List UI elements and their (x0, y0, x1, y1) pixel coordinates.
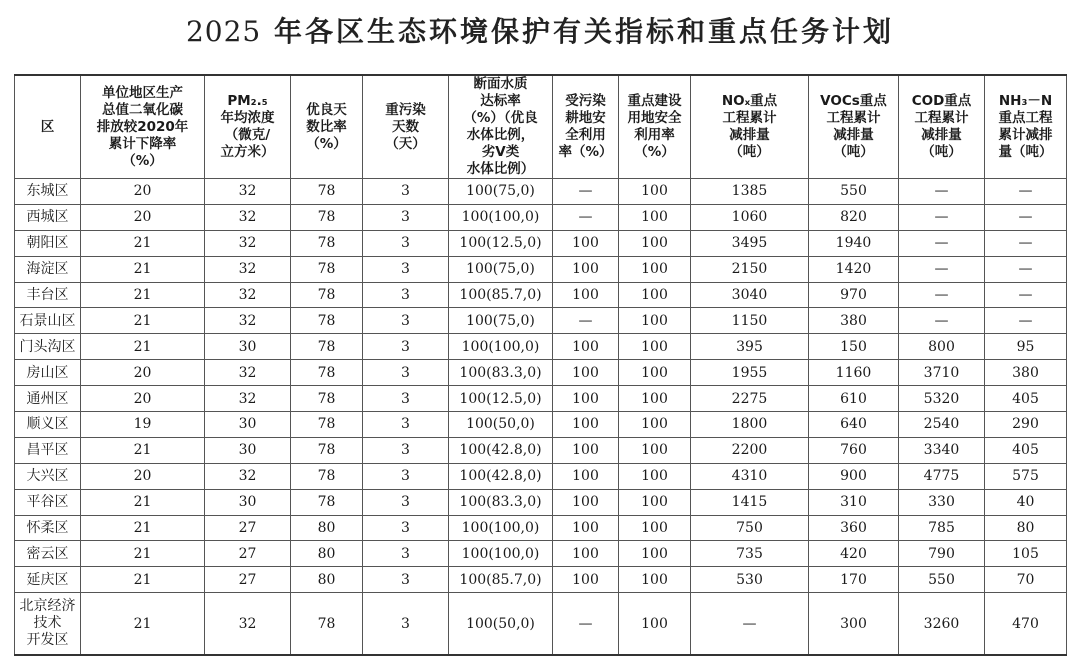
district-cell: 密云区 (15, 541, 81, 567)
page-title (0, 6, 1080, 58)
table-cell: 640 (809, 412, 899, 438)
table-cell: 3495 (691, 230, 809, 256)
table-cell: 5320 (899, 386, 985, 412)
column-header-line: （微克/ (224, 127, 271, 143)
table-cell: 21 (81, 334, 205, 360)
table-cell: 3 (363, 386, 449, 412)
table-cell: 3 (363, 489, 449, 515)
table-cell: 100(83.3,0) (449, 489, 553, 515)
table-cell: 21 (81, 282, 205, 308)
table-row (15, 256, 1067, 282)
column-header (985, 75, 1067, 179)
district-cell: 海淀区 (15, 256, 81, 282)
table-row (15, 541, 1067, 567)
table-cell: 100 (619, 256, 691, 282)
header-row (15, 75, 1067, 179)
table-cell: 1415 (691, 489, 809, 515)
table-cell: 4775 (899, 463, 985, 489)
column-header-line: 减排量 (729, 127, 770, 143)
table-cell: 100 (619, 179, 691, 205)
table-cell: — (899, 256, 985, 282)
table-cell: 330 (899, 489, 985, 515)
table-cell: — (691, 593, 809, 656)
table-cell: 470 (985, 593, 1067, 656)
table-cell: 21 (81, 593, 205, 656)
table-row (15, 282, 1067, 308)
table-row (15, 437, 1067, 463)
table-cell: 20 (81, 463, 205, 489)
table-body (15, 179, 1067, 656)
district-cell: 延庆区 (15, 567, 81, 593)
column-header-line: 优良天 (306, 101, 347, 118)
table-cell: 32 (205, 282, 291, 308)
table-cell: 3 (363, 282, 449, 308)
table-cell: — (985, 204, 1067, 230)
table-cell: 100 (553, 386, 619, 412)
table-cell: 100(100,0) (449, 334, 553, 360)
table-cell: 100 (619, 412, 691, 438)
table-cell: 790 (899, 541, 985, 567)
table-cell: 40 (985, 489, 1067, 515)
table-cell: 550 (899, 567, 985, 593)
table-cell: 32 (205, 230, 291, 256)
table-cell: 420 (809, 541, 899, 567)
column-header-line: 重点建设 (627, 93, 682, 109)
table-cell: 970 (809, 282, 899, 308)
table-cell: 20 (81, 179, 205, 205)
table-cell: — (553, 179, 619, 205)
table-cell: 100(85.7,0) (449, 282, 553, 308)
table-cell: 2540 (899, 412, 985, 438)
table-row (15, 567, 1067, 593)
table-cell: 80 (291, 541, 363, 567)
column-header-line: 水体比例， (466, 127, 535, 143)
table-cell: 3 (363, 541, 449, 567)
column-header-line: 排放较2020年 (96, 118, 189, 135)
column-header-line: 单位地区生产 (102, 84, 183, 101)
column-header-line: 全利用 (565, 127, 606, 143)
table-cell: 78 (291, 204, 363, 230)
table-cell: 100 (619, 437, 691, 463)
table-cell: 100(75,0) (449, 256, 553, 282)
table-cell: 3 (363, 463, 449, 489)
table-cell: 360 (809, 515, 899, 541)
table-cell: 78 (291, 437, 363, 463)
table-cell: 78 (291, 230, 363, 256)
table-cell: 150 (809, 334, 899, 360)
table-cell: 310 (809, 489, 899, 515)
table-cell: 20 (81, 360, 205, 386)
table-cell: 100 (553, 230, 619, 256)
table-cell: 78 (291, 412, 363, 438)
table-cell: 785 (899, 515, 985, 541)
table-row (15, 308, 1067, 334)
table-cell: 32 (205, 360, 291, 386)
column-header-line: 率（%） (558, 144, 613, 160)
table-cell: 3040 (691, 282, 809, 308)
column-header-line: （%） (306, 135, 347, 152)
column-header-line: 累计减排 (998, 127, 1053, 143)
table-cell: 3710 (899, 360, 985, 386)
title-text: 年各区生态环境保护有关指标和重点任务计划 (274, 15, 895, 48)
district-cell: 东城区 (15, 179, 81, 205)
column-header-line: 耕地安 (565, 110, 606, 126)
table-cell: 100(75,0) (449, 308, 553, 334)
table-cell: 100(100,0) (449, 515, 553, 541)
table-cell: — (899, 282, 985, 308)
indicator-table (14, 74, 1067, 656)
table-cell: 3260 (899, 593, 985, 656)
column-header-line: 工程累计 (722, 110, 777, 126)
table-cell: 100 (553, 541, 619, 567)
column-header-line: 数比率 (306, 118, 347, 135)
table-cell: — (553, 204, 619, 230)
table-cell: 100 (619, 541, 691, 567)
table-cell: 2150 (691, 256, 809, 282)
table-cell: 820 (809, 204, 899, 230)
district-cell-line: 开发区 (26, 632, 69, 649)
table-cell: 380 (809, 308, 899, 334)
district-cell-line: 北京经济 (19, 598, 76, 615)
table-cell: — (985, 179, 1067, 205)
table-cell: 100(100,0) (449, 541, 553, 567)
table-cell: 380 (985, 360, 1067, 386)
table-cell: 78 (291, 334, 363, 360)
table-cell: 3 (363, 437, 449, 463)
table-cell: 1385 (691, 179, 809, 205)
table-cell: 1160 (809, 360, 899, 386)
column-header-line: 减排量 (833, 127, 874, 143)
table-cell: 100(12.5,0) (449, 230, 553, 256)
table-cell: 3 (363, 412, 449, 438)
column-header-line: 利用率 (634, 127, 675, 143)
table-cell: 27 (205, 567, 291, 593)
table-cell: 100 (619, 515, 691, 541)
table-cell: 760 (809, 437, 899, 463)
table-cell: 78 (291, 489, 363, 515)
table-cell: 3 (363, 334, 449, 360)
table-cell: 100 (619, 204, 691, 230)
table-cell: 100 (619, 360, 691, 386)
column-header-line: NOₓ重点 (721, 93, 778, 109)
table-cell: — (553, 308, 619, 334)
table-cell: 20 (81, 204, 205, 230)
column-header-line: 重点工程 (998, 110, 1053, 126)
column-header-line: PM₂.₅ (227, 93, 268, 109)
table-cell: 100 (553, 334, 619, 360)
table-cell: — (553, 593, 619, 656)
table-cell: 30 (205, 412, 291, 438)
table-cell: 405 (985, 386, 1067, 412)
table-cell: 100 (619, 308, 691, 334)
table-cell: 80 (291, 515, 363, 541)
table-cell: 100 (619, 230, 691, 256)
table-cell: 30 (205, 437, 291, 463)
table-cell: 78 (291, 593, 363, 656)
column-header-line: 区 (40, 118, 55, 135)
table-cell: 3 (363, 567, 449, 593)
column-header-line: 累计下降率 (108, 135, 177, 152)
table-cell: 100(75,0) (449, 179, 553, 205)
table-cell: 100 (619, 463, 691, 489)
table-cell: 3340 (899, 437, 985, 463)
table-cell: 1940 (809, 230, 899, 256)
table-cell: 27 (205, 541, 291, 567)
column-header (81, 75, 205, 179)
district-cell: 怀柔区 (15, 515, 81, 541)
table-cell: 21 (81, 308, 205, 334)
column-header-line: 工程累计 (914, 110, 969, 126)
table-cell: 32 (205, 179, 291, 205)
table-cell: 100 (553, 489, 619, 515)
table-cell: 4310 (691, 463, 809, 489)
title-year: 2025 (185, 15, 262, 48)
table-cell: — (899, 308, 985, 334)
table-cell: 21 (81, 256, 205, 282)
table-cell: 100 (553, 282, 619, 308)
district-cell: 房山区 (15, 360, 81, 386)
column-header-line: （吨） (833, 144, 874, 160)
table-cell: 100 (553, 256, 619, 282)
table-cell: 27 (205, 515, 291, 541)
table-cell: 100(50,0) (449, 412, 553, 438)
table-cell: — (985, 230, 1067, 256)
table-cell: 3 (363, 256, 449, 282)
district-cell: 顺义区 (15, 412, 81, 438)
district-cell: 大兴区 (15, 463, 81, 489)
table-cell: 21 (81, 230, 205, 256)
table-cell: 290 (985, 412, 1067, 438)
table-cell: — (985, 308, 1067, 334)
column-header (899, 75, 985, 179)
column-header (15, 75, 81, 179)
table-cell: 3 (363, 360, 449, 386)
table-row (15, 334, 1067, 360)
table-cell: 405 (985, 437, 1067, 463)
table-cell: 3 (363, 179, 449, 205)
column-header-line: （吨） (729, 144, 770, 160)
table-cell: 30 (205, 334, 291, 360)
table-row (15, 489, 1067, 515)
column-header-line: 减排量 (921, 127, 962, 143)
table-cell: 78 (291, 282, 363, 308)
table-row (15, 386, 1067, 412)
table-cell: 21 (81, 515, 205, 541)
table-cell: — (985, 282, 1067, 308)
table-cell: 735 (691, 541, 809, 567)
table-cell: 3 (363, 593, 449, 656)
table-cell: 70 (985, 567, 1067, 593)
table-cell: 78 (291, 360, 363, 386)
column-header-line: 量（吨） (998, 144, 1053, 160)
table-cell: 19 (81, 412, 205, 438)
table-cell: 100(85.7,0) (449, 567, 553, 593)
column-header-line: 重污染 (385, 101, 426, 118)
district-cell: 平谷区 (15, 489, 81, 515)
column-header (809, 75, 899, 179)
column-header-line: （%） (634, 144, 675, 160)
table-cell: 100(50,0) (449, 593, 553, 656)
table-cell: 21 (81, 541, 205, 567)
table-cell: 78 (291, 463, 363, 489)
column-header-line: NH₃－N (998, 93, 1053, 109)
table-cell: 100 (619, 386, 691, 412)
district-cell (15, 593, 81, 656)
table-cell: 610 (809, 386, 899, 412)
table-cell: 30 (205, 489, 291, 515)
table-cell: 100(42.8,0) (449, 437, 553, 463)
column-header-line: 劣Ⅴ类 (481, 144, 520, 160)
table-cell: 3 (363, 230, 449, 256)
table-cell: 100 (619, 282, 691, 308)
column-header (291, 75, 363, 179)
column-header-line: 用地安全 (627, 110, 682, 126)
table-cell: 21 (81, 489, 205, 515)
table-cell: 800 (899, 334, 985, 360)
table-row (15, 204, 1067, 230)
table-cell: 530 (691, 567, 809, 593)
table-cell: 78 (291, 386, 363, 412)
table-cell: 95 (985, 334, 1067, 360)
column-header-line: 年均浓度 (220, 110, 275, 126)
column-header (691, 75, 809, 179)
table-cell: 3 (363, 204, 449, 230)
table-cell: 78 (291, 179, 363, 205)
table-row (15, 515, 1067, 541)
table-cell: 300 (809, 593, 899, 656)
table-cell: 100 (619, 489, 691, 515)
table-cell: 100 (553, 463, 619, 489)
table-cell: 1060 (691, 204, 809, 230)
table-cell: 170 (809, 567, 899, 593)
table-cell: 100(42.8,0) (449, 463, 553, 489)
table-cell: 100 (619, 593, 691, 656)
table-cell: 78 (291, 256, 363, 282)
table-cell: 100 (553, 360, 619, 386)
table-cell: 1800 (691, 412, 809, 438)
column-header-line: 天数 (392, 118, 419, 135)
table-cell: 105 (985, 541, 1067, 567)
column-header (553, 75, 619, 179)
table-cell: 1420 (809, 256, 899, 282)
column-header-line: VOCs重点 (820, 93, 887, 109)
table-cell: 32 (205, 593, 291, 656)
district-cell-line: 技术 (33, 615, 62, 632)
table-row (15, 412, 1067, 438)
table-cell: 3 (363, 515, 449, 541)
column-header-line: 工程累计 (826, 110, 881, 126)
table-cell: 80 (291, 567, 363, 593)
district-cell: 通州区 (15, 386, 81, 412)
table-cell: 100 (619, 567, 691, 593)
table-cell: 1955 (691, 360, 809, 386)
column-header (449, 75, 553, 179)
district-cell: 昌平区 (15, 437, 81, 463)
table-cell: 20 (81, 386, 205, 412)
column-header-line: 立方米） (220, 144, 275, 160)
table-cell: 100 (553, 437, 619, 463)
table-cell: 78 (291, 308, 363, 334)
column-header-line: （%）（优良 (463, 110, 538, 126)
table-cell: — (899, 230, 985, 256)
district-cell: 丰台区 (15, 282, 81, 308)
table-cell: 900 (809, 463, 899, 489)
table-cell: 2275 (691, 386, 809, 412)
table-cell: — (985, 256, 1067, 282)
table-cell: 32 (205, 463, 291, 489)
table-cell: 100 (553, 515, 619, 541)
table-cell: 575 (985, 463, 1067, 489)
column-header-line: （%） (122, 152, 163, 169)
table-row (15, 593, 1067, 656)
district-cell: 门头沟区 (15, 334, 81, 360)
column-header (619, 75, 691, 179)
table-cell: 21 (81, 567, 205, 593)
column-header (205, 75, 291, 179)
table-cell: 100(100,0) (449, 204, 553, 230)
column-header-line: COD重点 (911, 93, 972, 109)
table-cell: 80 (985, 515, 1067, 541)
table-cell: 1150 (691, 308, 809, 334)
table-cell: 750 (691, 515, 809, 541)
table-cell: 32 (205, 308, 291, 334)
table-cell: 100(83.3,0) (449, 360, 553, 386)
table-cell: 550 (809, 179, 899, 205)
table-cell: 100 (619, 334, 691, 360)
table-cell: 3 (363, 308, 449, 334)
table-cell: 32 (205, 204, 291, 230)
table-cell: — (899, 179, 985, 205)
district-cell: 石景山区 (15, 308, 81, 334)
table-cell: 100 (553, 567, 619, 593)
table-row (15, 463, 1067, 489)
table-cell: 21 (81, 437, 205, 463)
column-header-line: 总值二氧化碳 (102, 101, 183, 118)
table-cell: 395 (691, 334, 809, 360)
table-row (15, 230, 1067, 256)
table-cell: 32 (205, 386, 291, 412)
table-cell: 100 (553, 412, 619, 438)
table-cell: 100(12.5,0) (449, 386, 553, 412)
column-header-line: 达标率 (480, 93, 521, 109)
district-cell: 朝阳区 (15, 230, 81, 256)
column-header-line: 水体比例） (466, 161, 535, 177)
column-header-line: （天） (385, 135, 426, 152)
column-header-line: 断面水质 (473, 76, 528, 92)
column-header-line: 受污染 (565, 93, 606, 109)
district-cell: 西城区 (15, 204, 81, 230)
table-row (15, 179, 1067, 205)
table-cell: 32 (205, 256, 291, 282)
column-header-line: （吨） (921, 144, 962, 160)
column-header (363, 75, 449, 179)
table-cell: 2200 (691, 437, 809, 463)
table-cell: — (899, 204, 985, 230)
table-row (15, 360, 1067, 386)
